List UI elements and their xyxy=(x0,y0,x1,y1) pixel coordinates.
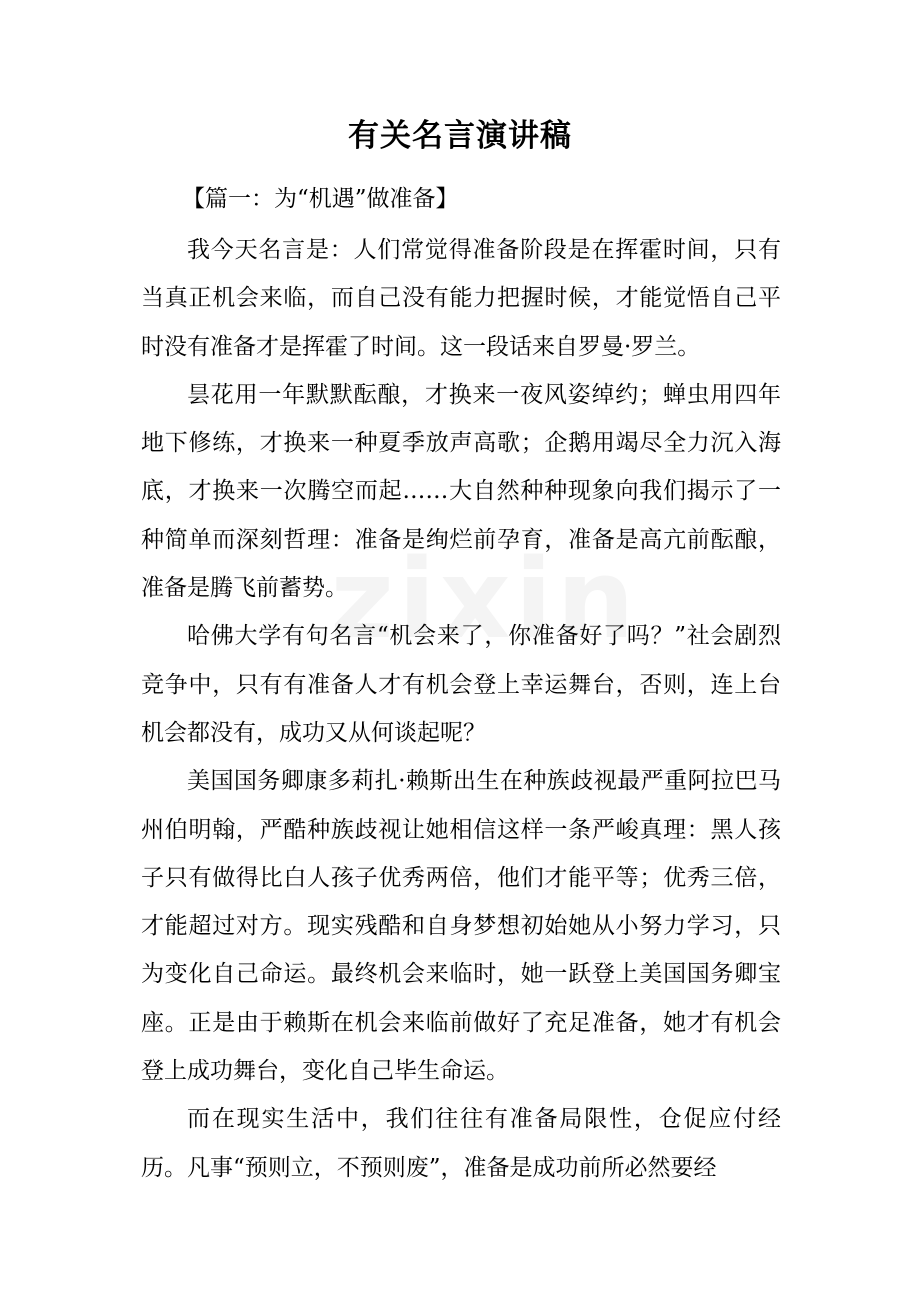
paragraph-2: 昙花用一年默默酝酿，才换来一夜风姿绰约；蝉虫用四年地下修练，才换来一种夏季放声高歌；企鹅用竭尽全力沉入海底，才换来一次腾空而起……大自然种种现象向我们揭示了一种简单而深刻哲理：准备是绚烂前孕育，准备是高亢前酝酿，准备是腾飞前蓄势。 xyxy=(141,381,781,602)
paragraph-4: 美国国务卿康多莉扎·赖斯出生在种族歧视最严重阿拉巴马州伯明翰，严酷种族歧视让她相信这样一条严峻真理：黑人孩子只有做得比白人孩子优秀两倍，他们才能平等；优秀三倍，才能超过对方。现实残酷和自身梦想初始她从小努力学习，只为变化自己命运。最终机会来临时，她一跃登上美国国务卿宝座。正是由于赖斯在机会来临前做好了充足准备，她才有机会登上成功舞台，变化自己毕生命运。 xyxy=(141,768,781,1085)
page-title: 有关名言演讲稿 xyxy=(348,118,572,154)
paragraph-5: 而在现实生活中，我们往往有准备局限性，仓促应付经历。凡事“预则立，不预则废”，准备是成功前所必然要经 xyxy=(141,1106,781,1181)
paragraph-3: 哈佛大学有句名言“机会来了，你准备好了吗？”社会剧烈竞争中，只有有准备人才有机会登上幸运舞台，否则，连上台机会都没有，成功又从何谈起呢？ xyxy=(141,623,781,746)
body-text xyxy=(141,226,781,1192)
paragraph-1: 我今天名言是：人们常觉得准备阶段是在挥霍时间，只有当真正机会来临，而自己没有能力把握时候，才能觉悟自己平时没有准备才是挥霍了时间。这一段话来自罗曼·罗兰。 xyxy=(141,237,781,360)
section-heading: 【篇一：为“机遇”做准备】 xyxy=(182,186,459,212)
